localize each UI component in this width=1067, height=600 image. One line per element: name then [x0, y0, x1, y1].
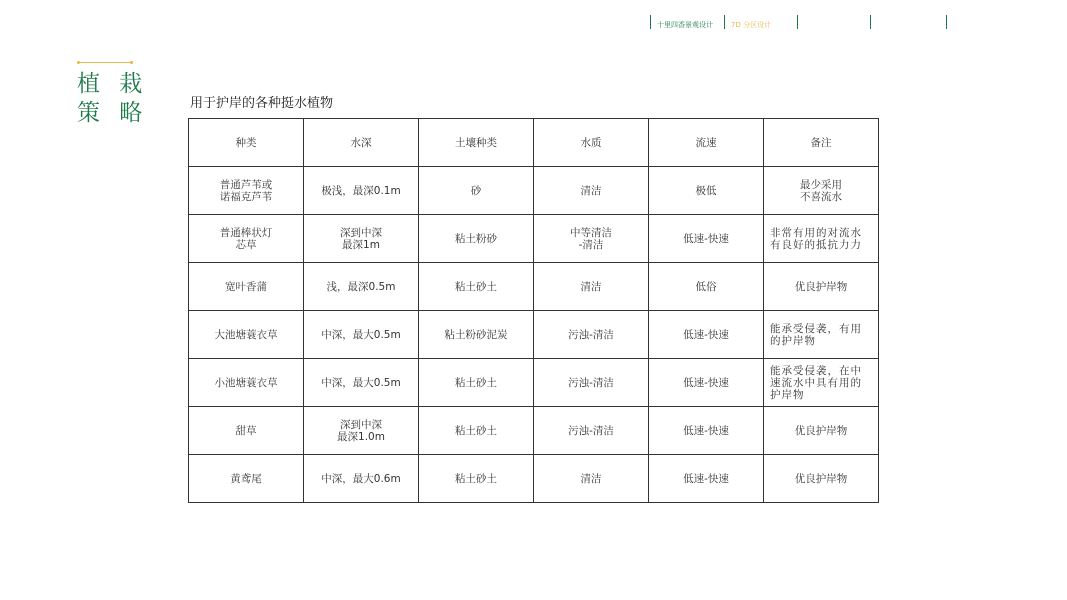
cell-notes: 能承受侵袭，在中速流水中具有用的护岸物 — [764, 359, 879, 407]
header-notes: 备注 — [764, 119, 879, 167]
decoration-dot — [77, 61, 80, 64]
cell-water-depth: 深到中深 最深1m — [304, 215, 419, 263]
cell-flow-speed: 低速-快速 — [649, 359, 764, 407]
header-flow-speed: 流速 — [649, 119, 764, 167]
header-species: 种类 — [189, 119, 304, 167]
cell-flow-speed: 低速-快速 — [649, 311, 764, 359]
cell-species: 普通芦苇或 诺福克芦苇 — [189, 167, 304, 215]
nav-divider — [724, 15, 725, 29]
cell-water-quality: 清洁 — [534, 263, 649, 311]
table-caption: 用于护岸的各种挺水植物 — [190, 96, 334, 111]
title-decoration — [77, 61, 133, 64]
cell-notes: 优良护岸物 — [764, 407, 879, 455]
nav-item-landscape-design[interactable]: 十里四香景观设计 — [657, 21, 713, 29]
cell-soil-type: 粘土砂土 — [419, 407, 534, 455]
cell-notes: 优良护岸物 — [764, 455, 879, 503]
cell-water-depth: 中深，最大0.6m — [304, 455, 419, 503]
cell-species: 甜草 — [189, 407, 304, 455]
cell-notes: 非常有用的对流水有良好的抵抗力力 — [764, 215, 879, 263]
nav-divider — [650, 15, 651, 29]
top-navigation — [650, 15, 950, 31]
plants-table — [188, 118, 879, 503]
page-title-line2: 策 略 — [77, 100, 149, 126]
nav-divider — [870, 15, 871, 29]
cell-water-depth: 中深，最大0.5m — [304, 359, 419, 407]
cell-soil-type: 粘土砂土 — [419, 455, 534, 503]
cell-water-quality: 中等清洁 -清洁 — [534, 215, 649, 263]
cell-flow-speed: 极低 — [649, 167, 764, 215]
cell-water-depth: 极浅，最深0.1m — [304, 167, 419, 215]
table-row — [189, 311, 879, 359]
cell-species: 普通棒状灯 芯草 — [189, 215, 304, 263]
cell-water-quality: 污浊-清洁 — [534, 311, 649, 359]
cell-flow-speed: 低速-快速 — [649, 455, 764, 503]
nav-divider — [797, 15, 798, 29]
header-water-depth: 水深 — [304, 119, 419, 167]
cell-notes: 最少采用 不喜流水 — [764, 167, 879, 215]
cell-flow-speed: 低速-快速 — [649, 215, 764, 263]
cell-notes: 优良护岸物 — [764, 263, 879, 311]
cell-notes: 能承受侵袭，有用的护岸物 — [764, 311, 879, 359]
table-header-row — [189, 119, 879, 167]
cell-water-quality: 清洁 — [534, 455, 649, 503]
cell-species: 小池塘蓑衣草 — [189, 359, 304, 407]
page-title-line1: 植 栽 — [77, 71, 149, 97]
cell-water-quality: 污浊-清洁 — [534, 359, 649, 407]
nav-item-zone-design[interactable]: 7D 分区设计 — [731, 21, 772, 29]
page-title — [77, 70, 148, 128]
cell-soil-type: 砂 — [419, 167, 534, 215]
cell-water-quality: 清洁 — [534, 167, 649, 215]
decoration-dot — [130, 61, 133, 64]
table-row — [189, 215, 879, 263]
cell-water-quality: 污浊-清洁 — [534, 407, 649, 455]
table-row — [189, 263, 879, 311]
cell-species: 大池塘蓑衣草 — [189, 311, 304, 359]
decoration-line — [77, 62, 133, 63]
cell-soil-type: 粘土砂土 — [419, 263, 534, 311]
cell-species: 黄鸢尾 — [189, 455, 304, 503]
cell-water-depth: 浅，最深0.5m — [304, 263, 419, 311]
header-soil-type: 土壤种类 — [419, 119, 534, 167]
cell-water-depth: 中深，最大0.5m — [304, 311, 419, 359]
header-water-quality: 水质 — [534, 119, 649, 167]
cell-flow-speed: 低速-快速 — [649, 407, 764, 455]
table-row — [189, 359, 879, 407]
cell-water-depth: 深到中深 最深1.0m — [304, 407, 419, 455]
cell-species: 宽叶香蒲 — [189, 263, 304, 311]
cell-soil-type: 粘土粉砂 — [419, 215, 534, 263]
cell-soil-type: 粘土粉砂泥炭 — [419, 311, 534, 359]
table-row — [189, 167, 879, 215]
table-row — [189, 455, 879, 503]
nav-divider — [946, 15, 947, 29]
table-row — [189, 407, 879, 455]
cell-soil-type: 粘土砂土 — [419, 359, 534, 407]
cell-flow-speed: 低俗 — [649, 263, 764, 311]
